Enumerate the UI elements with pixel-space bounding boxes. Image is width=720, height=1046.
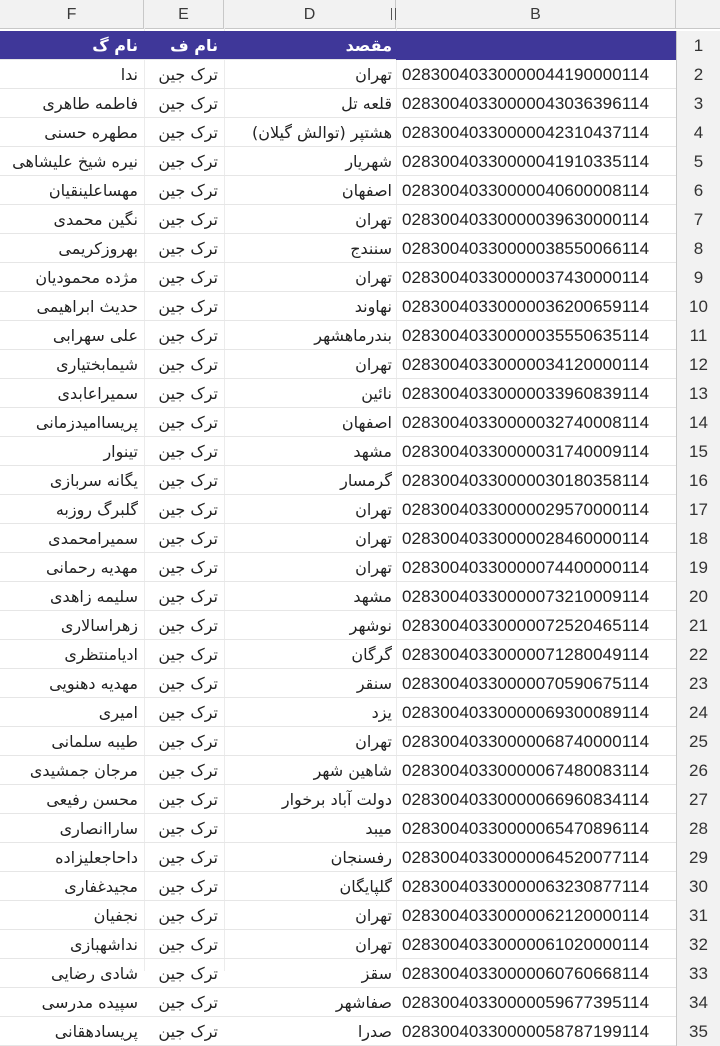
cell-b[interactable]: 02830040330000028460000114 [402, 529, 650, 548]
cell-d[interactable]: مشهد [353, 587, 392, 606]
cell-b[interactable]: 02830040330000035550635114 [402, 326, 650, 345]
row-number[interactable]: 4 [676, 118, 720, 147]
cell-b[interactable]: 02830040330000038550066114 [402, 239, 650, 258]
table-row [0, 292, 720, 321]
cell-e[interactable]: ترک جین [158, 790, 218, 809]
cell-d[interactable]: شهریار [345, 152, 392, 171]
cell-f[interactable]: مهدیه دهنویی [49, 674, 138, 693]
cell-e[interactable]: ترک جین [158, 848, 218, 867]
cell-header-f[interactable]: نام گ [92, 36, 138, 55]
cell-e[interactable]: ترک جین [158, 877, 218, 896]
cell-e[interactable]: ترک جین [158, 819, 218, 838]
cell-header-e[interactable]: نام ف [170, 36, 218, 55]
cell-d[interactable]: بندرماهشهر [314, 326, 392, 345]
cell-d[interactable]: تهران [355, 732, 392, 751]
cell-f[interactable]: بهروزکریمی [58, 239, 138, 258]
cell-f[interactable]: نگین محمدی [53, 210, 138, 229]
cell-f[interactable]: زهراسالاری [60, 616, 138, 635]
row-number[interactable]: 33 [676, 959, 720, 988]
cell-f[interactable]: امیری [98, 703, 138, 722]
cell-f[interactable]: طیبه سلمانی [51, 732, 138, 751]
cell-e[interactable]: ترک جین [158, 964, 218, 983]
table-row [0, 756, 720, 785]
cell-e[interactable]: ترک جین [158, 674, 218, 693]
cell-e[interactable]: ترک جین [158, 993, 218, 1012]
cell-d[interactable]: رفسنجان [330, 848, 392, 867]
cell-b[interactable]: 02830040330000060760668114 [402, 964, 650, 983]
cell-f[interactable]: شادی رضایی [51, 964, 138, 983]
cell-f[interactable]: حدیث ابراهیمی [36, 297, 138, 316]
table-row [0, 89, 720, 118]
table-row [0, 495, 720, 524]
cell-header-d[interactable]: مقصد [345, 36, 392, 55]
cell-d[interactable]: اصفهان [341, 413, 392, 432]
row-number[interactable]: 10 [676, 292, 720, 321]
table-row [0, 524, 720, 553]
cell-e[interactable]: ترک جین [158, 732, 218, 751]
table-row [0, 263, 720, 292]
cell-d[interactable]: تهران [355, 558, 392, 577]
table-row [0, 640, 720, 669]
row-number[interactable]: 15 [676, 437, 720, 466]
row-number[interactable]: 14 [676, 408, 720, 437]
cell-e[interactable]: ترک جین [158, 906, 218, 925]
table-row [0, 350, 720, 379]
cell-b[interactable]: 02830040330000062120000114 [402, 906, 650, 925]
column-header-f[interactable]: F [0, 0, 144, 28]
cell-d[interactable]: نهاوند [354, 297, 392, 316]
table-row [0, 408, 720, 437]
table-row [0, 669, 720, 698]
row-number[interactable]: 3 [676, 89, 720, 118]
cell-f[interactable]: سمیراعابدی [57, 384, 138, 403]
cell-b[interactable]: 02830040330000072520465114 [402, 616, 650, 635]
cell-d[interactable]: تهران [355, 906, 392, 925]
cell-d[interactable]: دولت آباد برخوار [281, 790, 392, 809]
cell-f[interactable]: فاطمه طاهری [42, 94, 138, 113]
cell-f[interactable]: نجفیان [93, 906, 138, 925]
row-number[interactable]: 34 [676, 988, 720, 1017]
table-row [0, 147, 720, 176]
cell-b[interactable]: 02830040330000070590675114 [402, 674, 650, 693]
cell-d[interactable]: مشهد [353, 442, 392, 461]
cell-header-b[interactable] [396, 31, 676, 60]
column-header-d[interactable]: D [224, 0, 396, 28]
column-header-e[interactable]: E [144, 0, 224, 28]
column-header-b[interactable]: B [396, 0, 676, 28]
cell-b[interactable]: 02830040330000036200659114 [402, 297, 650, 316]
cell-f[interactable]: پریسادهقانی [54, 1022, 138, 1041]
cell-d[interactable]: گلپایگان [339, 877, 392, 896]
row-number[interactable]: 11 [676, 321, 720, 350]
cell-d[interactable]: تهران [355, 529, 392, 548]
cell-b[interactable]: 02830040330000065470896114 [402, 819, 650, 838]
cell-e[interactable]: ترک جین [158, 529, 218, 548]
row-number[interactable]: 20 [676, 582, 720, 611]
table-row [0, 901, 720, 930]
cell-b[interactable]: 02830040330000071280049114 [402, 645, 650, 664]
cell-b[interactable]: 02830040330000030180358114 [402, 471, 650, 490]
row-number[interactable]: 2 [676, 60, 720, 89]
cell-b[interactable]: 02830040330000041910335114 [402, 152, 650, 171]
cell-f[interactable]: پریساامیدزمانی [35, 413, 138, 432]
cell-d[interactable]: تهران [355, 268, 392, 287]
cell-b[interactable]: 02830040330000063230877114 [402, 877, 650, 896]
table-row [0, 930, 720, 959]
cell-f[interactable]: ندا [120, 65, 138, 84]
cell-f[interactable]: سلیمه زاهدی [50, 587, 138, 606]
cell-b[interactable]: 02830040330000029570000114 [402, 500, 650, 519]
cell-e[interactable]: ترک جین [158, 935, 218, 954]
cell-e[interactable]: ترک جین [158, 442, 218, 461]
row-number[interactable]: 29 [676, 843, 720, 872]
cell-e[interactable]: ترک جین [158, 384, 218, 403]
cell-d[interactable]: صدرا [357, 1022, 392, 1041]
cell-b[interactable]: 02830040330000064520077114 [402, 848, 650, 867]
cell-e[interactable]: ترک جین [158, 65, 218, 84]
cell-f[interactable]: شیمابختیاری [56, 355, 138, 374]
cell-e[interactable]: ترک جین [158, 703, 218, 722]
cell-e[interactable]: ترک جین [158, 413, 218, 432]
row-number[interactable]: 19 [676, 553, 720, 582]
cell-e[interactable]: ترک جین [158, 123, 218, 142]
header-row [0, 31, 720, 60]
table-row [0, 582, 720, 611]
cell-b[interactable]: 02830040330000067480083114 [402, 761, 650, 780]
cell-f[interactable]: ادیامنتظری [64, 645, 138, 664]
table-row [0, 234, 720, 263]
cell-f[interactable]: مطهره حسنی [44, 123, 138, 142]
row-number[interactable]: 23 [676, 669, 720, 698]
table-row [0, 785, 720, 814]
table-row [0, 814, 720, 843]
row-number[interactable]: 26 [676, 756, 720, 785]
cell-e[interactable]: ترک جین [158, 355, 218, 374]
cell-d[interactable]: قلعه تل [341, 94, 392, 113]
cell-f[interactable]: سمیرامحمدی [48, 529, 138, 548]
row-number[interactable]: 27 [676, 785, 720, 814]
cell-d[interactable]: صفاشهر [335, 993, 392, 1012]
row-number[interactable]: 21 [676, 611, 720, 640]
cell-e[interactable]: ترک جین [158, 500, 218, 519]
cell-b[interactable]: 02830040330000037430000114 [402, 268, 650, 287]
row-number[interactable]: 30 [676, 872, 720, 901]
cell-b[interactable]: 02830040330000066960834114 [402, 790, 650, 809]
row-number[interactable]: 13 [676, 379, 720, 408]
row-number[interactable]: 22 [676, 640, 720, 669]
cell-e[interactable]: ترک جین [158, 558, 218, 577]
cell-e[interactable]: ترک جین [158, 761, 218, 780]
select-all-corner[interactable] [676, 0, 720, 28]
cell-b[interactable]: 02830040330000033960839114 [402, 384, 650, 403]
cell-b[interactable]: 02830040330000059677395114 [402, 993, 650, 1012]
cell-d[interactable]: هشتپر (توالش گیلان) [251, 123, 392, 142]
table-row [0, 553, 720, 582]
cell-f[interactable]: نیره شیخ علیشاهی [12, 152, 138, 171]
table-row [0, 379, 720, 408]
row-number[interactable]: 1 [676, 31, 720, 60]
row-number[interactable]: 32 [676, 930, 720, 959]
cell-d[interactable]: سنندج [350, 239, 392, 258]
cell-d[interactable]: نائین [361, 384, 392, 403]
cell-d[interactable]: گرگان [351, 645, 392, 664]
cell-b[interactable]: 02830040330000044190000114 [402, 65, 650, 84]
row-number[interactable]: 18 [676, 524, 720, 553]
cell-d[interactable]: تهران [355, 210, 392, 229]
cell-d[interactable]: شاهین شهر [313, 761, 392, 780]
cell-f[interactable]: گلبرگ روزبه [55, 500, 138, 519]
cell-b[interactable]: 02830040330000031740009114 [402, 442, 650, 461]
cell-f[interactable]: مهساعلینقیان [48, 181, 138, 200]
cell-d[interactable]: نوشهر [349, 616, 392, 635]
cell-e[interactable]: ترک جین [158, 326, 218, 345]
table-row [0, 60, 720, 89]
cell-e[interactable]: ترک جین [158, 645, 218, 664]
cell-d[interactable]: سنقر [356, 674, 392, 693]
table-row [0, 611, 720, 640]
cell-e[interactable]: ترک جین [158, 616, 218, 635]
table-row [0, 437, 720, 466]
cell-f[interactable]: مهدیه رحمانی [46, 558, 138, 577]
cell-f[interactable]: مژده محمودیان [35, 268, 138, 287]
cell-e[interactable]: ترک جین [158, 239, 218, 258]
table-row [0, 1017, 720, 1046]
cell-f[interactable]: سپیده مدرسی [41, 993, 138, 1012]
table-row [0, 321, 720, 350]
cell-b[interactable]: 02830040330000032740008114 [402, 413, 650, 432]
cell-d[interactable]: تهران [355, 500, 392, 519]
row-number[interactable]: 9 [676, 263, 720, 292]
cell-e[interactable]: ترک جین [158, 587, 218, 606]
cell-d[interactable]: سقز [361, 964, 392, 983]
cell-d[interactable]: اصفهان [341, 181, 392, 200]
row-number[interactable]: 5 [676, 147, 720, 176]
row-number[interactable]: 28 [676, 814, 720, 843]
table-row [0, 872, 720, 901]
cell-e[interactable]: ترک جین [158, 181, 218, 200]
cell-d[interactable]: تهران [355, 935, 392, 954]
row-number[interactable]: 24 [676, 698, 720, 727]
row-number[interactable]: 12 [676, 350, 720, 379]
row-number[interactable]: 6 [676, 176, 720, 205]
cell-b[interactable]: 02830040330000074400000114 [402, 558, 650, 577]
row-number[interactable]: 7 [676, 205, 720, 234]
table-row [0, 727, 720, 756]
cell-f[interactable]: محسن رفیعی [46, 790, 138, 809]
cell-b[interactable]: 02830040330000058787199114 [402, 1022, 650, 1041]
table-row [0, 118, 720, 147]
column-header-bar [0, 0, 720, 29]
table-row [0, 959, 720, 988]
row-number[interactable]: 31 [676, 901, 720, 930]
cell-e[interactable]: ترک جین [158, 297, 218, 316]
table-row [0, 698, 720, 727]
cell-d[interactable]: میبد [365, 819, 392, 838]
cell-f[interactable]: داحاجعلیزاده [55, 848, 138, 867]
cell-f[interactable]: ساراانصاری [59, 819, 138, 838]
cell-b[interactable]: 02830040330000068740000114 [402, 732, 650, 751]
table-row [0, 176, 720, 205]
cell-f[interactable]: نداشهبازی [69, 935, 138, 954]
cell-e[interactable]: ترک جین [158, 94, 218, 113]
row-number[interactable]: 17 [676, 495, 720, 524]
cell-e[interactable]: ترک جین [158, 152, 218, 171]
cell-b[interactable]: 02830040330000040600008114 [402, 181, 650, 200]
row-number[interactable]: 25 [676, 727, 720, 756]
row-number[interactable]: 35 [676, 1017, 720, 1046]
table-row [0, 205, 720, 234]
cell-b[interactable]: 02830040330000061020000114 [402, 935, 650, 954]
row-number[interactable]: 8 [676, 234, 720, 263]
cell-e[interactable]: ترک جین [158, 471, 218, 490]
cell-f[interactable]: مجیدغفاری [64, 877, 138, 896]
cell-e[interactable]: ترک جین [158, 268, 218, 287]
cell-d[interactable]: یزد [371, 703, 392, 722]
cell-d[interactable]: گرمسار [340, 471, 392, 490]
cell-b[interactable]: 02830040330000034120000114 [402, 355, 650, 374]
cell-f[interactable]: علی سهرابی [52, 326, 138, 345]
cell-b[interactable]: 02830040330000043036396114 [402, 94, 650, 113]
table-row [0, 988, 720, 1017]
cell-f[interactable]: یگانه سربازی [49, 471, 138, 490]
cell-f[interactable]: تینوار [103, 442, 138, 461]
cell-d[interactable]: تهران [355, 355, 392, 374]
cell-f[interactable]: مرجان جمشیدی [29, 761, 138, 780]
cell-b[interactable]: 02830040330000073210009114 [402, 587, 650, 606]
cell-b[interactable]: 02830040330000039630000114 [402, 210, 650, 229]
table-row [0, 843, 720, 872]
cell-e[interactable]: ترک جین [158, 210, 218, 229]
cell-e[interactable]: ترک جین [158, 1022, 218, 1041]
cell-d[interactable]: تهران [355, 65, 392, 84]
row-number[interactable]: 16 [676, 466, 720, 495]
table-row [0, 466, 720, 495]
cell-b[interactable]: 02830040330000042310437114 [402, 123, 650, 142]
cell-b[interactable]: 02830040330000069300089114 [402, 703, 650, 722]
